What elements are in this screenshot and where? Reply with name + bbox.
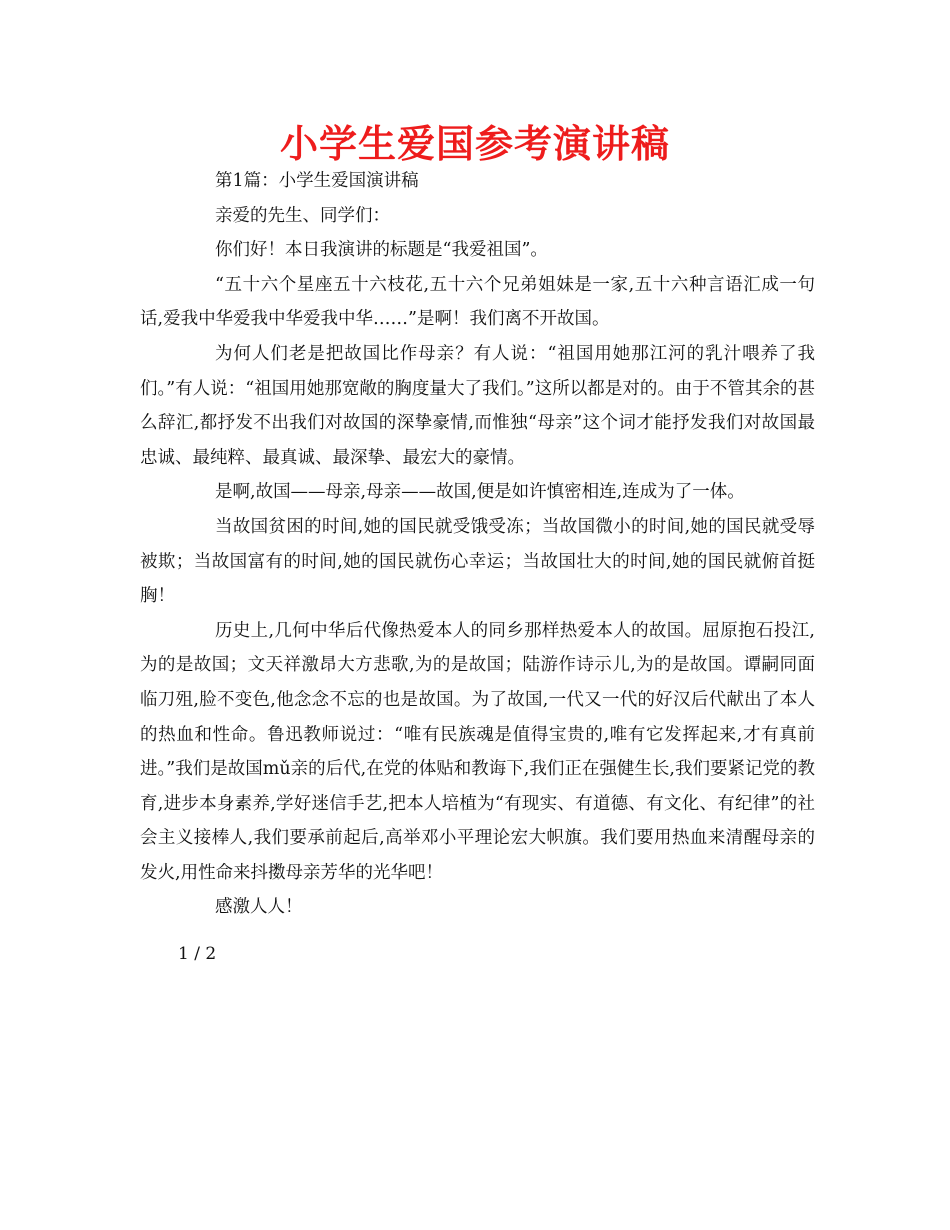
paragraph-heading: 第1篇：小学生爱国演讲稿 <box>215 171 419 191</box>
paragraph-4: 当故国贫困的时间,她的国民就受饿受冻；当故国微小的时间,她的国民就受辱被欺；当故国富有的时间,她的国民就伤心幸运；当故国壮大的时间,她的国民就俯首挺胸！ <box>140 516 815 607</box>
paragraph-2: 为何人们老是把故国比作母亲？有人说：“祖国用她那江河的乳汁喂养了我们。”有人说：“祖国用她那宽敞的胸度量大了我们。”这所以都是对的。由于不管其余的甚么辞汇,都抒发不出我们对故国的深挚豪情,而惟独“母亲”这个词才能抒发我们对故国最忠诚、最纯粹、最真诚、最深挚、最宏大的豪情。 <box>140 343 815 468</box>
paragraph-3: 是啊,故国——母亲,母亲——故国,便是如许慎密相连,连成为了一体。 <box>215 482 745 503</box>
document-title: 小学生爱国参考演讲稿 <box>279 122 670 166</box>
paragraph-closing: 感激人人！ <box>215 897 303 918</box>
paragraph-1: “五十六个星座五十六枝花,五十六个兄弟姐妹是一家,五十六种言语汇成一句话,爱我中华爱我中华爱我中华……”是啊！我们离不开故国。 <box>140 274 815 330</box>
paragraph-greeting: 你们好！本日我演讲的标题是“我爱祖国”。 <box>215 240 548 261</box>
paragraph-5: 历史上,几何中华后代像热爱本人的同乡那样热爱本人的故国。屈原抱石投江,为的是故国；文天祥激昂大方悲歌,为的是故国；陆游作诗示儿,为的是故国。谭嗣同面临刀殂,脸不变色,他念念不忘的也是故国。为了故国,一代又一代的好汉后代献出了本人的热血和性命。鲁迅教师说过：“唯有民族魂是值得宝贵的,唯有它发挥起来,才有真前进。”我们是故国mǔ亲的后代,在党的体贴和教诲下,我们正在强健生长,我们要紧记党的教育,进步本身素养,学好迷信手艺,把本人培植为“有现实、有道德、有文化、有纪律”的社会主义接棒人,我们要承前起后,高举邓小平理论宏大帜旗。我们要用热血来清醒母亲的发火,用性命来抖擞母亲芳华的光华吧！ <box>140 620 815 883</box>
page-number: 1 / 2 <box>178 944 217 964</box>
paragraph-salutation: 亲爱的先生、同学们： <box>215 205 390 226</box>
document-body <box>140 164 815 925</box>
